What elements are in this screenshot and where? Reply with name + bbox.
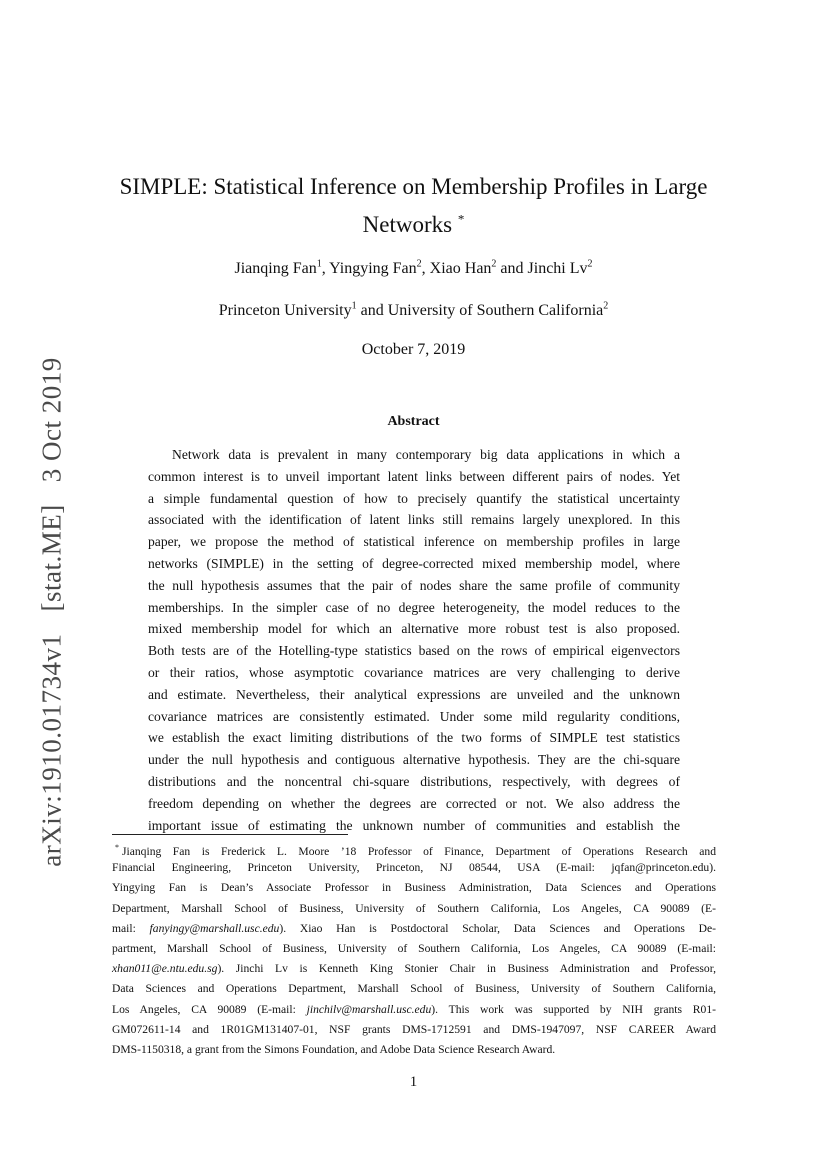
author-affiliation-mark: 2 xyxy=(416,258,422,270)
abstract-line: and estimate. Nevertheless, their analytical expressions are unveiled and the unknown xyxy=(148,686,680,702)
abstract-heading: Abstract xyxy=(387,414,440,429)
email-link[interactable]: fanyingy@marshall.usc.edu xyxy=(149,921,280,935)
footnote-line: xhan011@e.ntu.edu.sg). Jinchi Lv is Kenneth King Stonier Chair in Business Administration and Professor, xyxy=(112,962,716,976)
affiliation-list xyxy=(100,302,727,320)
title-line-1: SIMPLE: Statistical Inference on Membership Profiles in Large xyxy=(119,174,708,199)
arxiv-side-stamp xyxy=(37,357,68,866)
footnote-line: Financial Engineering, Princeton University, Princeton, NJ 08544, USA (E-mail: jqfan@princeton.edu). xyxy=(112,861,716,875)
arxiv-id: arXiv:1910.01734v1 xyxy=(36,633,67,867)
author-name: Jinchi Lv xyxy=(527,260,588,277)
abstract-line: networks (SIMPLE) in the setting of degree-corrected mixed membership model, where xyxy=(148,555,680,571)
footnote-line: Data Sciences and Operations Department, Marshall School of Business, University of Southern California, xyxy=(112,982,716,996)
author-name: Xiao Han xyxy=(429,260,492,277)
footnote-line: Department, Marshall School of Business, University of Southern California, Los Angeles, CA 90089 (E- xyxy=(112,901,716,915)
abstract-line: paper, we propose the method of statistical inference on membership profiles in large xyxy=(148,534,680,550)
abstract-line: the null hypothesis assumes that the pair of nodes share the same profile of community xyxy=(148,577,680,593)
abstract-line: a simple fundamental question of how to precisely quantify the statistical uncertainty xyxy=(148,490,680,506)
affiliation-mark: 1 xyxy=(351,300,357,312)
author-name: Yingying Fan xyxy=(329,260,417,277)
abstract-line: important issue of estimating the unknown number of communities and establish the xyxy=(148,817,680,833)
affiliation-separator: and xyxy=(356,302,388,319)
abstract-line: under the null hypothesis and contiguous alternative hypothesis. They are the chi-square xyxy=(148,752,680,768)
paper-title xyxy=(100,168,727,244)
abstract-line: covariance matrices are consistently estimated. Under some mild regularity conditions, xyxy=(148,708,680,724)
page-number: 1 xyxy=(409,1074,418,1090)
author-list xyxy=(100,260,727,278)
abstract-line: memberships. In the simpler case of no degree heterogeneity, the model reduces to the xyxy=(148,599,680,615)
author-affiliation-mark: 2 xyxy=(491,258,497,270)
abstract-line: Network data is prevalent in many contemporary big data applications in which a xyxy=(172,447,680,462)
abstract-body xyxy=(148,444,680,836)
author-name: Jianqing Fan xyxy=(234,260,317,277)
author-separator: , xyxy=(421,260,430,277)
abstract-line: mixed membership model for which an alternative more robust test is also proposed. xyxy=(148,621,680,637)
affiliation-mark: 2 xyxy=(603,300,609,312)
abstract-line: common interest is to unveil important latent links between different pairs of nodes. Yet xyxy=(148,468,680,484)
footnote-line: Yingying Fan is Dean’s Associate Professor in Business Administration, Data Sciences and Operations xyxy=(112,881,716,895)
abstract-line: distributions and the noncentral chi-square distributions, respectively, with degrees of xyxy=(148,773,680,789)
affiliation-name: Princeton University xyxy=(218,302,352,319)
footnote-mark: * xyxy=(115,843,119,852)
author-affiliation-mark: 1 xyxy=(316,258,322,270)
title-footnote-mark: * xyxy=(457,211,465,227)
abstract-line: Both tests are of the Hotelling-type statistics based on the rows of empirical eigenvectors xyxy=(148,643,680,659)
email-link[interactable]: xhan011@e.ntu.edu.sg xyxy=(112,962,218,976)
footnote-line: mail: fanyingy@marshall.usc.edu). Xiao Han is Postdoctoral Scholar, Data Sciences and Operations De- xyxy=(112,921,717,935)
title-line-2: Networks xyxy=(362,212,453,237)
footnote-divider xyxy=(112,834,348,835)
author-affiliation-mark: 2 xyxy=(587,258,593,270)
footnote-line: * Jianqing Fan is Frederick L. Moore ’18 Professor of Finance, Department of Operations Research and xyxy=(112,838,716,858)
email-link[interactable]: jinchilv@marshall.usc.edu xyxy=(306,1002,432,1016)
author-separator: , xyxy=(321,260,330,277)
author-separator: and xyxy=(496,260,528,277)
abstract-line: or their ratios, whose asymptotic covariance matrices are very challenging to derive xyxy=(148,664,680,680)
paper-date: October 7, 2019 xyxy=(361,341,466,358)
footnote-line: partment, Marshall School of Business, University of Southern California, Los Angeles, CA 90089 (E-mail: xyxy=(112,941,716,955)
footnote-line: GM072611-14 and 1R01GM131407-01, NSF grants DMS-1712591 and DMS-1947097, NSF CAREER Award xyxy=(112,1022,716,1036)
footnote-line: DMS-1150318, a grant from the Simons Foundation, and Adobe Data Science Research Award. xyxy=(112,1042,556,1056)
abstract-line: freedom depending on whether the degrees are corrected or not. We also address the xyxy=(148,795,680,811)
abstract-line: we establish the exact limiting distributions of the two forms of SIMPLE test statistics xyxy=(148,730,680,746)
footnote-line: Los Angeles, CA 90089 (E-mail: jinchilv@marshall.usc.edu). This work was supported by NIH grants R01- xyxy=(112,1002,716,1016)
affiliation-name: University of Southern California xyxy=(387,302,604,319)
author-footnote xyxy=(112,838,716,1060)
arxiv-category: [stat.ME] xyxy=(36,504,67,612)
abstract-line: associated with the identification of latent links still remains largely unexplored. In this xyxy=(148,512,680,528)
arxiv-date: 3 Oct 2019 xyxy=(36,357,67,483)
